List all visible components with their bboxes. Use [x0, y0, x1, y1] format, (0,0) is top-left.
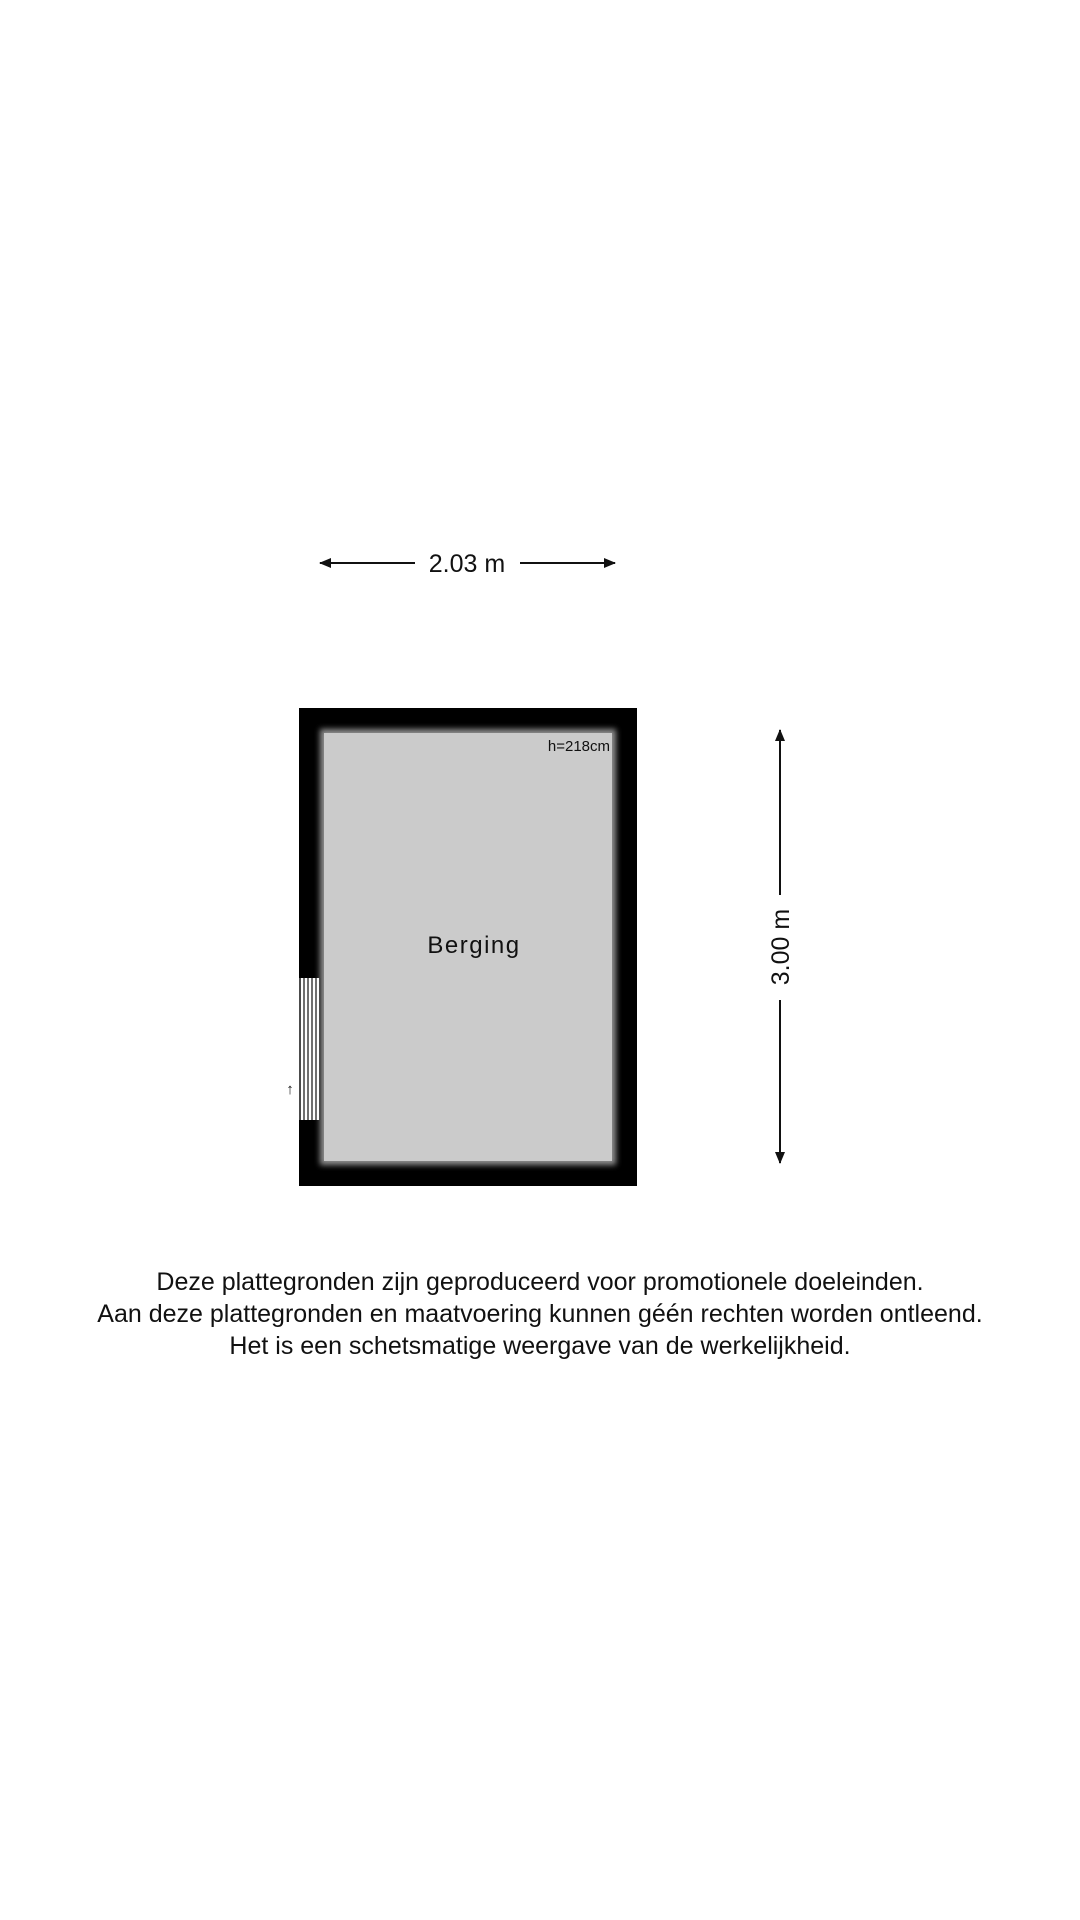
room-height-note: h=218cm: [547, 738, 610, 755]
disclaimer-line: Het is een schetsmatige weergave van de werkelijkheid.: [229, 1332, 851, 1360]
disclaimer-line: Deze plattegronden zijn geproduceerd voor promotionele doeleinden.: [156, 1268, 924, 1296]
room-name-label: Berging: [427, 932, 521, 959]
width-dimension: [320, 550, 615, 578]
depth-dimension-label: 3.00 m: [767, 908, 795, 986]
disclaimer-line: Aan deze plattegronden en maatvoering kunnen géén rechten worden ontleend.: [97, 1300, 983, 1328]
width-dimension-label: 2.03 m: [428, 550, 506, 578]
disclaimer: [0, 1266, 1080, 1362]
door-direction-arrow-icon: ↑: [286, 1081, 294, 1098]
room-berging: [286, 708, 637, 1186]
depth-dimension: [767, 730, 795, 1163]
door-opening: [299, 978, 321, 1120]
